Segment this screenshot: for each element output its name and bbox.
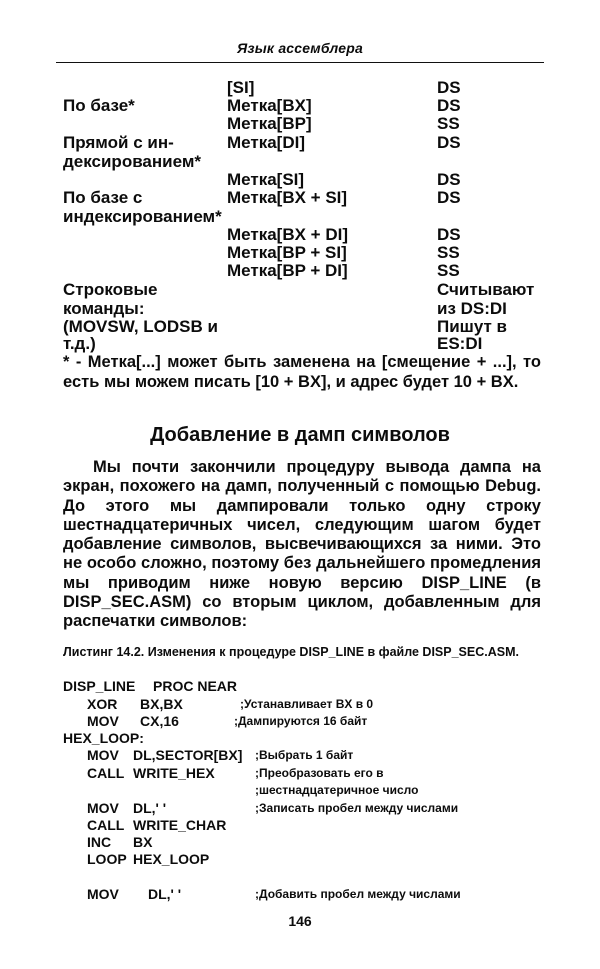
code-line [0, 800, 600, 818]
code-args: WRITE_HEX [133, 765, 215, 781]
example-cell: Метка[BX + DI] [227, 225, 348, 244]
running-header: Язык ассемблера [237, 40, 363, 56]
code-label: HEX_LOOP: [63, 730, 144, 746]
code-args: CX,16 [140, 713, 179, 729]
code-line [0, 747, 600, 765]
example-cell: Метка[SI] [227, 170, 305, 189]
segment-cell: DS [437, 133, 461, 152]
code-op: MOV [87, 713, 119, 729]
mode-cell: По базе* [63, 96, 135, 115]
segment-cell: SS [437, 261, 460, 280]
code-line [0, 834, 600, 852]
segment-cell: DS [437, 188, 461, 207]
code-op: INC [87, 834, 112, 850]
code-line [0, 817, 600, 835]
segment-cell: Считывают [437, 280, 535, 299]
segment-cell: DS [437, 225, 461, 244]
code-comment: ;Записать пробел между числами [255, 801, 459, 815]
code-line [0, 782, 600, 800]
code-op: CALL [87, 765, 125, 781]
example-cell: Метка[BP] [227, 114, 312, 133]
example-cell: Метка[BP + DI] [227, 261, 348, 280]
segment-cell: из DS:DI [437, 299, 507, 318]
code-line [0, 851, 600, 869]
body-text [63, 458, 541, 632]
code-comment: ;шестнадцатеричное число [255, 783, 419, 797]
code-line [0, 678, 600, 696]
code-op: LOOP [87, 851, 127, 867]
code-op: CALL [87, 817, 125, 833]
example-cell: Метка[BX] [227, 96, 312, 115]
code-op: MOV [87, 886, 119, 902]
code-args: BX,BX [140, 696, 183, 712]
mode-cell: дексированием* [63, 152, 202, 171]
code-line [0, 713, 600, 731]
segment-cell: DS [437, 170, 461, 189]
code-args: BX [133, 834, 153, 850]
code-comment: ;Дампируются 16 байт [234, 714, 368, 728]
section-title: Добавление в дамп символов [150, 424, 450, 446]
code-op: XOR [87, 696, 118, 712]
example-cell: Метка[BX + SI] [227, 188, 348, 207]
code-line [0, 730, 600, 748]
mode-cell: Прямой с ин- [63, 133, 174, 152]
mode-cell: Строковые [63, 280, 158, 299]
code-op: MOV [87, 800, 119, 816]
code-args: HEX_LOOP [133, 851, 210, 867]
segment-cell: DS [437, 78, 461, 97]
mode-cell: команды: [63, 299, 145, 318]
page-number: 146 [288, 913, 312, 929]
code-label: DISP_LINE [63, 678, 136, 694]
listing-caption: Листинг 14.2. Изменения к процедуре DISP_LINE в файле DISP_SEC.ASM. [63, 645, 519, 659]
mode-cell: индексированием* [63, 207, 222, 226]
example-cell: Метка[DI] [227, 133, 306, 152]
header-rule [56, 62, 544, 63]
mode-cell: (MOVSW, LODSB и [63, 317, 218, 336]
code-line [0, 696, 600, 714]
mode-cell: По базе с [63, 188, 143, 207]
code-comment: ;Устанавливает BX в 0 [240, 697, 374, 711]
segment-cell: DS [437, 96, 461, 115]
footnote: * - Метка[...] может быть заменена на [смещение + ...], то есть мы можем писать [10 + BX], и адрес будет 10 + BX. [63, 353, 541, 391]
code-args: DL,' ' [133, 800, 167, 816]
code-line [0, 765, 600, 783]
code-comment: ;Выбрать 1 байт [255, 748, 354, 762]
code-op: MOV [87, 747, 119, 763]
segment-cell: ES:DI [437, 334, 483, 353]
example-cell: Метка[BP + SI] [227, 243, 347, 262]
code-args: DL,' ' [148, 886, 182, 902]
code-comment: ;Добавить пробел между числами [255, 887, 461, 901]
paragraph: Мы почти закончили процедуру вывода дампа на экран, похожего на дамп, полученный с помощью Debug. До этого мы дампировали только одну строку шестнадцатеричных чисел, следующим шагом будет добавление символов, высвечивающихся за ними. Это не особо сложно, поэтому без дальнейшего промедления мы приводим ниже новую версию DISP_LINE (в DISP_SEC.ASM) со вторым циклом, добавленным для распечатки символов: [63, 458, 541, 631]
code-line [0, 886, 600, 904]
code-comment: ;Преобразовать его в [255, 766, 384, 780]
example-cell: [SI] [227, 78, 255, 97]
segment-cell: SS [437, 243, 460, 262]
segment-cell: SS [437, 114, 460, 133]
mode-cell: т.д.) [63, 334, 96, 353]
code-args: WRITE_CHAR [133, 817, 227, 833]
code-args: DL,SECTOR[BX] [133, 747, 243, 763]
code-op: PROC NEAR [153, 678, 238, 694]
segment-cell: Пишут в [437, 317, 508, 336]
